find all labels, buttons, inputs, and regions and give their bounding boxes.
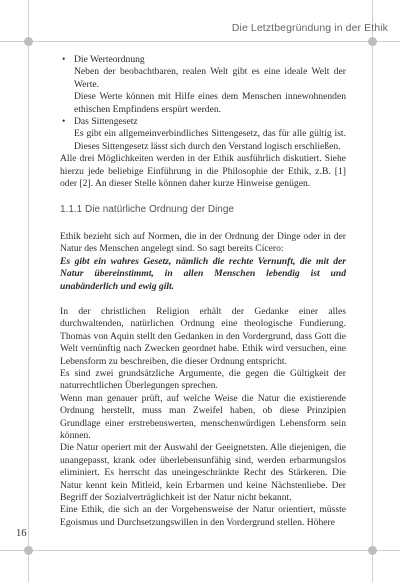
footer-rule [0, 550, 400, 551]
bullet-marker: • [62, 116, 66, 128]
page-number: 16 [16, 528, 27, 539]
right-margin-rule [372, 0, 373, 582]
corner-dot-top-left [24, 37, 33, 46]
list-item-term: Die Werteordnung [74, 54, 145, 65]
section-heading: 1.1.1 Die natürliche Ordnung der Dinge [60, 204, 234, 216]
paragraph: Eine Ethik, die sich an der Vorgehensweise der Natur orientiert, müsste Egoismus und Durchsetzungswillen in den Vordergrund stellen. Höhere [60, 504, 346, 528]
list-item-body [60, 128, 346, 153]
paragraph: Die Natur operiert mit der Auswahl der Geeignetsten. Alle diejenigen, die unangepasst, krank oder überlebensunfähig sind, werden erbarmungslos eliminiert. Es herrscht das uneingeschränkte Recht des Stärkeren. Die Natur kennt kein Mitleid, kein Erbarmen und keine Nächstenliebe. Der Begriff der Sozialverträglichkeit ist der Natur nicht bekannt. [60, 442, 346, 503]
bullet-marker: • [62, 54, 66, 65]
intro-paragraph: Alle drei Möglichkeiten werden in der Ethik ausführlich diskutiert. Siehe hierzu jede beliebige Einführung in die Philosophie der Ethik, z.B. [1] oder [2]. An dieser Stelle können daher kurze Hinweise genügen. [60, 153, 346, 190]
left-margin-rule [28, 0, 29, 582]
list-item [60, 54, 346, 66]
list-item-line: Diese Werte können mit Hilfe eines dem Menschen innewohnenden ethischen Empfindens erspürt werden. [74, 91, 346, 115]
paragraph: In der christlichen Religion erhält der Gedanke einer alles durchwaltenden, natürlichen Ordnung eine theologische Fundierung. Thomas von Aquin stellt den Gedanken in den Vordergrund, dass Gott die Welt vernünftig nach Zwecken geordnet habe. Ethik wird versuchen, eine Lebensform zu beschreiben, die dieser Ordnung entspricht. [60, 305, 346, 367]
list-item-line: Es gibt ein allgemeinverbindliches Sittengesetz, das für alle gültig ist. Dieses Sittengesetz lässt sich durch den Verstand logisch erschließen. [74, 128, 346, 152]
corner-dot-bottom-left [24, 546, 33, 555]
cicero-quote: Es gibt ein wahres Gesetz, nämlich die rechte Vernunft, die mit der Natur übereinstimmt, in allen Menschen lebendig ist und unabänderlich und ewig gilt. [60, 255, 346, 292]
corner-dot-top-right [368, 37, 377, 46]
list-item-line: Neben der beobachtbaren, realen Welt gibt es eine ideale Welt der Werte. [74, 66, 346, 90]
paragraph: Wenn man genauer prüft, auf welche Weise die Natur die existierende Ordnung herstellt, muss man Zweifel haben, ob diese Prinzipien Grundlage einer erstrebenswerten, menschenwürdigen Lebensform sein können. [60, 392, 346, 441]
corner-dot-bottom-right [368, 546, 377, 555]
list-item-term: Das Sittengesetz [74, 116, 138, 128]
paragraph: Es sind zwei grundsätzliche Argumente, die gegen die Gültigkeit der naturrechtlichen Überlegungen sprechen. [60, 367, 346, 392]
paragraph: Ethik bezieht sich auf Normen, die in der Ordnung der Dinge oder in der Natur des Menschen angelegt sind. So sagt bereits Cicero: [60, 230, 346, 255]
header-rule [0, 41, 400, 42]
page-body [60, 54, 346, 529]
running-head: Die Letztbegründung in der Ethik [231, 22, 388, 34]
list-item-body [60, 66, 346, 116]
list-item [60, 116, 346, 128]
